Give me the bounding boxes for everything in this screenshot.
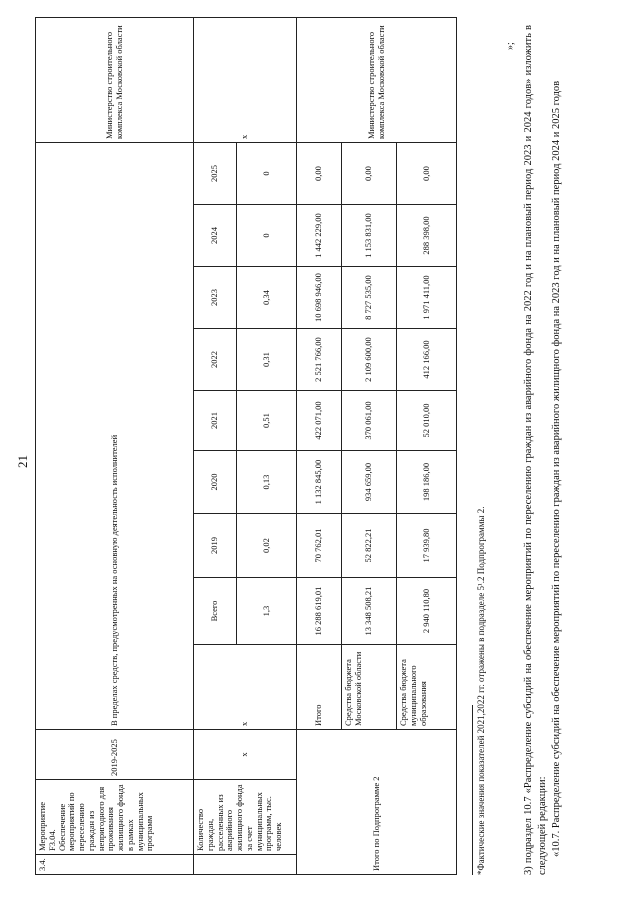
total-value: 2 940 110,80 bbox=[397, 578, 457, 645]
footnote: *Фактические значения показателей 2021,2022 гг. отражены в подразделе 5¹.2 Подпрограммы 2. bbox=[476, 506, 486, 875]
closing-quote: »; bbox=[505, 42, 516, 50]
paragraph-3-line-2: «10.7. Распределение субсидий на обеспечение мероприятий по переселению граждан из аварийного жилищного фонда на 2023 год и на плановый период 2024 и 2025 годов bbox=[550, 80, 562, 857]
year-header: 2019 bbox=[194, 514, 237, 578]
year-header: 2020 bbox=[194, 451, 237, 514]
period-cell: 2019-2025 bbox=[36, 730, 194, 780]
total-value: 8 727 535,00 bbox=[342, 267, 397, 329]
total-value: 0,00 bbox=[397, 143, 457, 205]
total-value: 1 153 831,00 bbox=[342, 205, 397, 267]
indicator-value: 0,31 bbox=[237, 329, 297, 391]
total-value: 422 071,00 bbox=[297, 391, 342, 451]
year-header: Всего bbox=[194, 578, 237, 645]
total-value: 934 659,00 bbox=[342, 451, 397, 514]
year-header: 2025 bbox=[194, 143, 237, 205]
year-header: 2024 bbox=[194, 205, 237, 267]
table-row bbox=[297, 18, 342, 875]
indicator-x3: x bbox=[194, 18, 297, 143]
indicator-value: 1,3 bbox=[237, 578, 297, 645]
indicator-value: 0 bbox=[237, 143, 297, 205]
indicator-value: 0,13 bbox=[237, 451, 297, 514]
total-row-label: Средства бюджета Московской области bbox=[342, 645, 397, 730]
year-header: 2023 bbox=[194, 267, 237, 329]
total-value: 2 521 766,00 bbox=[297, 329, 342, 391]
total-value: 13 348 508,21 bbox=[342, 578, 397, 645]
footnote-separator bbox=[472, 705, 473, 875]
total-value: 1 971 411,00 bbox=[397, 267, 457, 329]
funding-note: В пределах средств, предусмотренных на основную деятельность исполнителей bbox=[36, 143, 194, 730]
total-value: 412 166,00 bbox=[397, 329, 457, 391]
executor-cell: Министерство строительного комплекса Московской области bbox=[36, 18, 194, 143]
total-value: 1 442 229,00 bbox=[297, 205, 342, 267]
total-value: 17 939,80 bbox=[397, 514, 457, 578]
program-table bbox=[35, 17, 457, 875]
indicator-x1: x bbox=[194, 730, 297, 780]
paragraph-3 bbox=[522, 25, 564, 875]
measure-name: Мероприятие F3.04. Обеспечение мероприятий по переселению граждан из непригодного для проживания жилищного фонда в рамках муниципальных программ bbox=[36, 780, 194, 855]
total-value: 370 061,00 bbox=[342, 391, 397, 451]
indicator-value: 0,34 bbox=[237, 267, 297, 329]
total-value: 16 288 619,01 bbox=[297, 578, 342, 645]
total-value: 198 186,00 bbox=[397, 451, 457, 514]
paragraph-3-line-1: 3) подраздел 10.7 «Распределение субсидий на обеспечение мероприятий по переселению граждан из аварийного фонда на 2022 год и на плановый период 2023 и 2024 годов» изложить в следующей редакции: bbox=[523, 25, 548, 875]
total-value: 52 822,21 bbox=[342, 514, 397, 578]
total-value: 52 010,00 bbox=[397, 391, 457, 451]
year-header: 2021 bbox=[194, 391, 237, 451]
table-row bbox=[36, 18, 194, 875]
row-number: 3.4. bbox=[36, 855, 194, 875]
total-value: 2 109 600,00 bbox=[342, 329, 397, 391]
total-value: 0,00 bbox=[297, 143, 342, 205]
year-header: 2022 bbox=[194, 329, 237, 391]
total-value: 1 132 845,00 bbox=[297, 451, 342, 514]
total-value: 288 398,00 bbox=[397, 205, 457, 267]
total-value: 0,00 bbox=[342, 143, 397, 205]
indicator-value: 0 bbox=[237, 205, 297, 267]
indicator-x2: x bbox=[194, 645, 297, 730]
total-row-label: Итого bbox=[297, 645, 342, 730]
page-number: 21 bbox=[15, 455, 30, 468]
indicator-name: Количество граждан, расселенных из аварийного жилищного фонда за счет муниципальных программ, тыс. человек bbox=[194, 780, 297, 855]
table-row bbox=[194, 18, 237, 875]
indicator-value: 0,02 bbox=[237, 514, 297, 578]
total-value: 10 698 946,00 bbox=[297, 267, 342, 329]
total-executor: Министерство строительного комплекса Московской области bbox=[297, 18, 457, 143]
total-value: 70 762,01 bbox=[297, 514, 342, 578]
total-row-label: Средства бюджета муниципального образования bbox=[397, 645, 457, 730]
indicator-value: 0,51 bbox=[237, 391, 297, 451]
subprogram-total-name: Итого по Подпрограмме 2 bbox=[297, 730, 457, 875]
